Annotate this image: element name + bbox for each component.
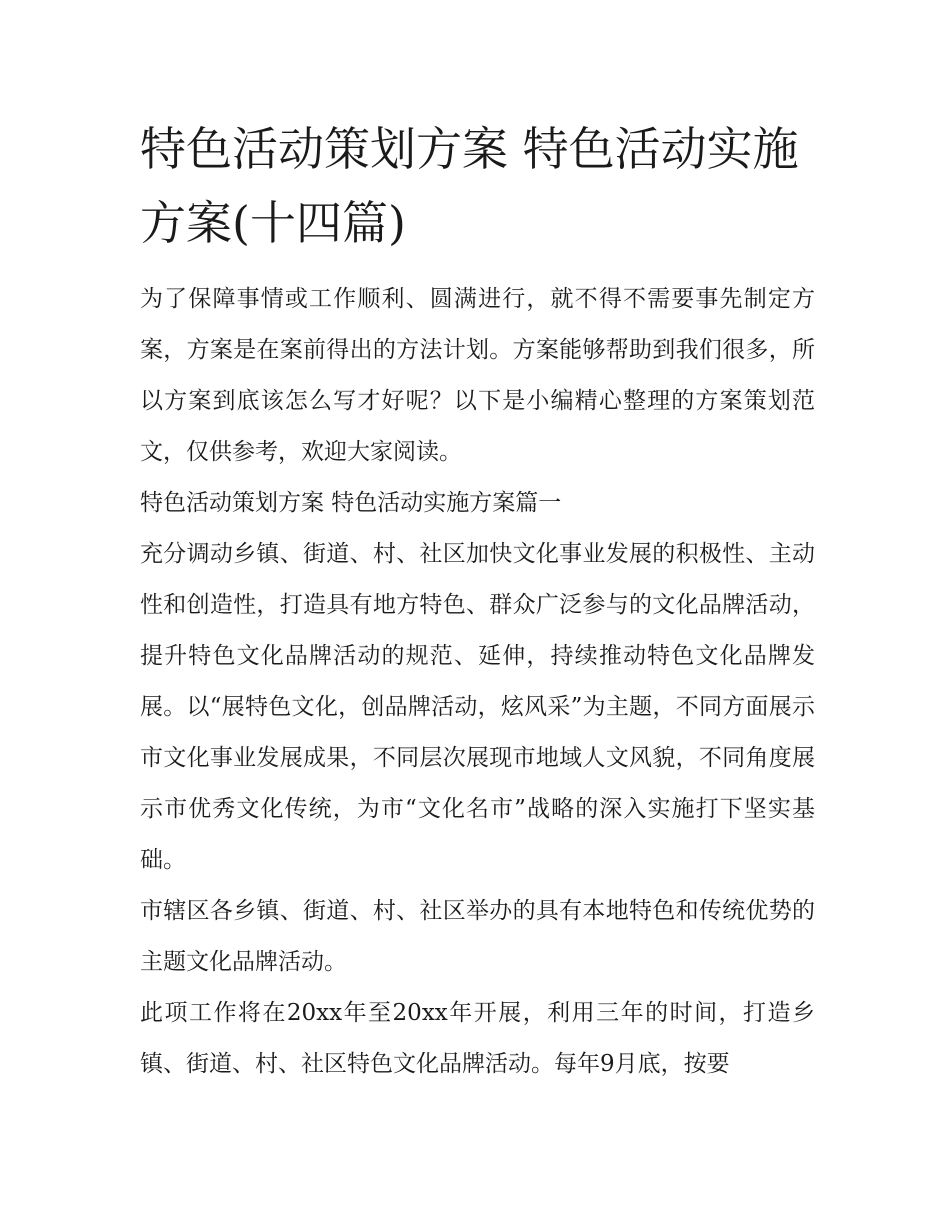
document-content	[140, 112, 815, 1090]
body-paragraph: 充分调动乡镇、街道、村、社区加快文化事业发展的积极性、主动性和创造性，打造具有地方特色、群众广泛参与的文化品牌活动，提升特色文化品牌活动的规范、延伸，持续推动特色文化品牌发展。以“展特色文化，创品牌活动，炫风采”为主题，不同方面展示市文化事业发展成果，不同层次展现市地域人文风貌，不同角度展示市优秀文化传统，为市“文化名市”战略的深入实施打下坚实基础。	[140, 541, 815, 873]
document-title: 特色活动策划方案 特色活动实施方案(十四篇)	[140, 122, 799, 250]
body-paragraph: 此项工作将在20xx年至20xx年开展，利用三年的时间，打造乡镇、街道、村、社区特色文化品牌活动。每年9月底，按要	[140, 1000, 815, 1077]
intro-paragraph: 为了保障事情或工作顺利、圆满进行，就不得不需要事先制定方案，方案是在案前得出的方法计划。方案能够帮助到我们很多，所以方案到底该怎么写才好呢？以下是小编精心整理的方案策划范文，仅供参考，欢迎大家阅读。	[140, 286, 815, 465]
section-heading: 特色活动策划方案 特色活动实施方案篇一	[140, 490, 562, 516]
document-body	[140, 274, 815, 1090]
body-paragraph: 市辖区各乡镇、街道、村、社区举办的具有本地特色和传统优势的主题文化品牌活动。	[140, 898, 815, 975]
